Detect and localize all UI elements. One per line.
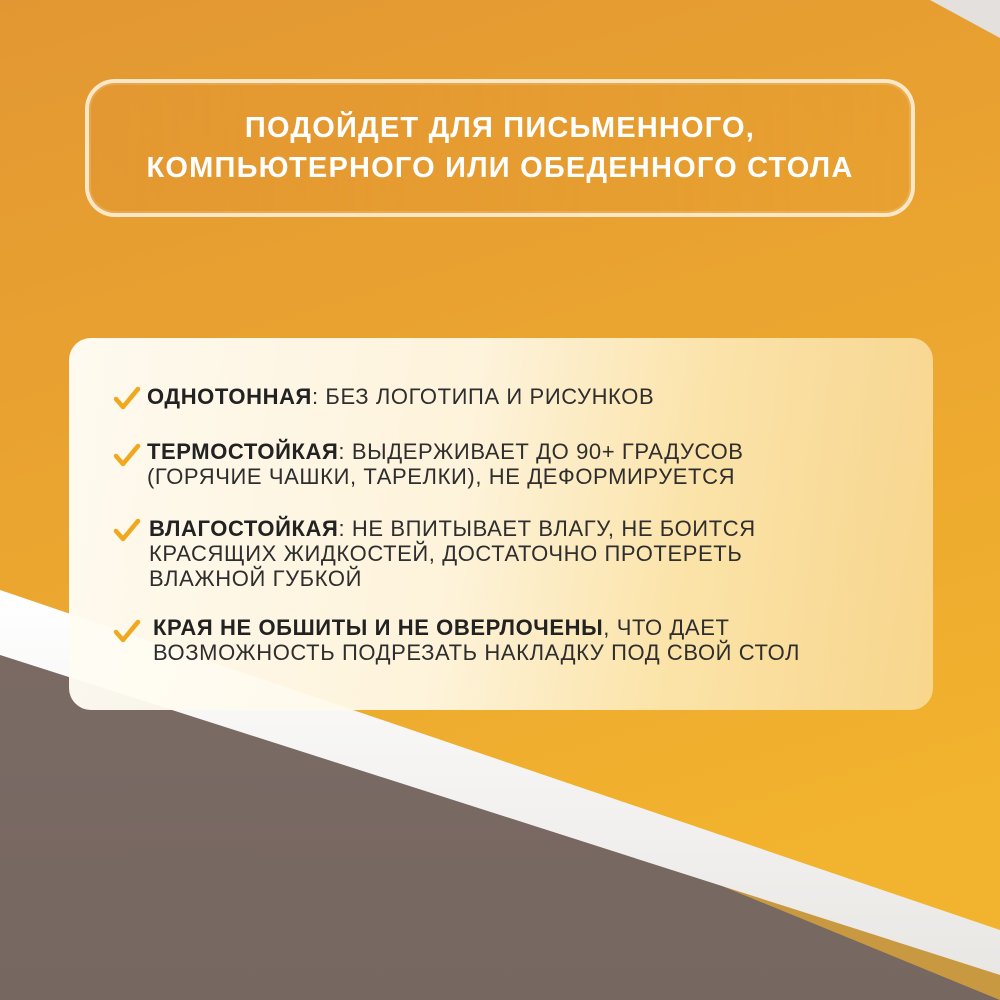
feature-title: ТЕРМОСТОЙКАЯ (147, 439, 339, 464)
features-panel (69, 338, 933, 710)
title-line-1: ПОДОЙДЕТ ДЛЯ ПИСЬМЕННОГО, (244, 112, 756, 144)
feature-title: ОДНОТОННАЯ (147, 384, 312, 409)
feature-title: КРАЯ НЕ ОБШИТЫ И НЕ ОВЕРЛОЧЕНЫ (153, 615, 604, 640)
feature-title: ВЛАГОСТОЙКАЯ (149, 516, 339, 541)
check-icon (113, 518, 141, 544)
feature-description: : ВЫДЕРЖИВАЕТ ДО 90+ ГРАДУСОВ (338, 439, 744, 464)
feature-description: , ЧТО ДАЕТ (603, 615, 730, 640)
feature-description: : НЕ ВПИТЫВАЕТ ВЛАГУ, НЕ БОИТСЯ (338, 516, 756, 541)
feature-description: : БЕЗ ЛОГОТИПА И РИСУНКОВ (311, 384, 655, 409)
title-box (85, 79, 915, 217)
feature-description: ВЛАЖНОЙ ГУБКОЙ (149, 566, 362, 591)
title-line-2: КОМПЬЮТЕРНОГО ИЛИ ОБЕДЕННОГО СТОЛА (146, 152, 854, 184)
check-icon (113, 443, 141, 469)
check-icon (113, 386, 141, 412)
feature-description: (ГОРЯЧИЕ ЧАШКИ, ТАРЕЛКИ), НЕ ДЕФОРМИРУЕТСЯ (147, 464, 736, 489)
feature-description: ВОЗМОЖНОСТЬ ПОДРЕЗАТЬ НАКЛАДКУ ПОД СВОЙ СТОЛ (153, 640, 801, 665)
check-icon (113, 619, 141, 645)
feature-description: КРАСЯЩИХ ЖИДКОСТЕЙ, ДОСТАТОЧНО ПРОТЕРЕТЬ (149, 541, 743, 566)
